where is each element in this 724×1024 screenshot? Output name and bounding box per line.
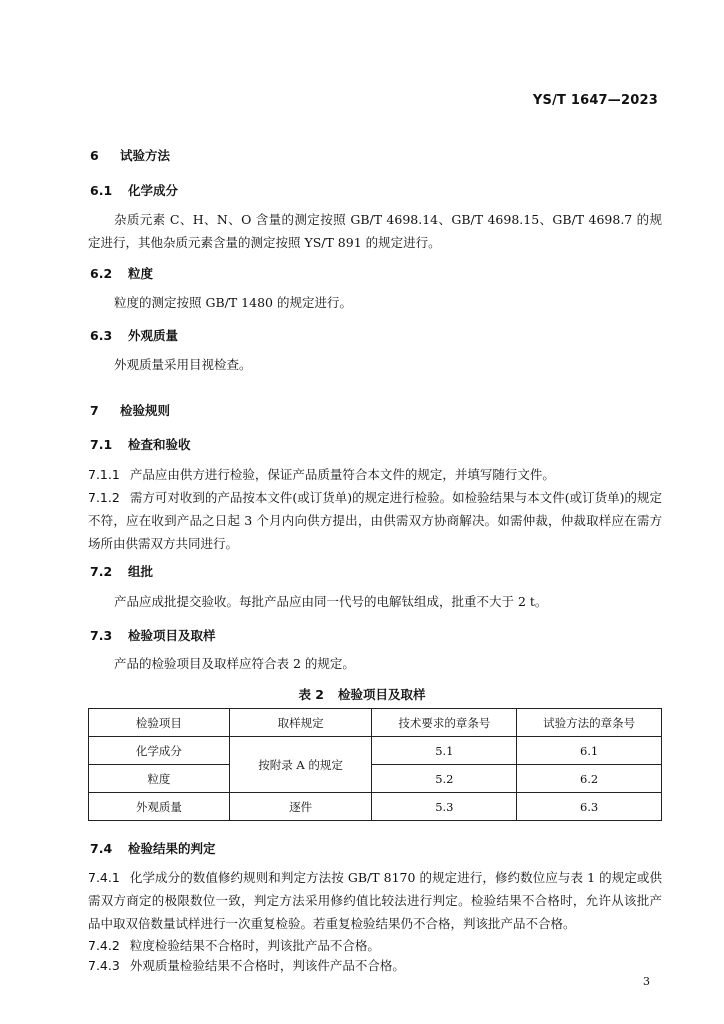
section-title: 组批 <box>128 564 154 579</box>
section-6-heading <box>90 146 170 164</box>
section-number: 7.1 <box>90 437 113 452</box>
clause-text: 粒度检验结果不合格时，判该批产品不合格。 <box>129 938 380 953</box>
section-7-heading <box>90 401 170 419</box>
inspection-items-table <box>88 708 662 821</box>
clause-number: 7.1.2 <box>88 490 120 505</box>
standard-code-header: YS/T 1647—2023 <box>532 93 658 108</box>
table-row <box>89 765 662 793</box>
section-7-3-heading <box>90 626 216 644</box>
section-6-2-text: 粒度的测定按照 GB/T 1480 的规定进行。 <box>114 295 352 310</box>
cell-requirement: 5.2 <box>372 765 517 793</box>
cell-sampling-merged: 按附录 A 的规定 <box>229 737 372 793</box>
clause-number: 7.1.1 <box>88 467 120 482</box>
clause-number: 7.4.1 <box>88 870 120 885</box>
section-7-1-heading <box>90 435 191 453</box>
cell-item: 化学成分 <box>89 737 230 765</box>
clause-7-4-1 <box>88 866 662 935</box>
cell-item: 粒度 <box>89 765 230 793</box>
column-header-method: 试验方法的章条号 <box>517 709 662 737</box>
page-number: 3 <box>643 975 650 988</box>
column-header-requirement: 技术要求的章条号 <box>372 709 517 737</box>
section-number: 6.1 <box>90 183 113 198</box>
clause-text: 外观质量检验结果不合格时，判该件产品不合格。 <box>129 958 405 973</box>
section-6-2-heading <box>90 264 153 282</box>
clause-7-1-2 <box>88 486 662 555</box>
section-title: 检验规则 <box>120 403 171 418</box>
cell-requirement: 5.1 <box>372 737 517 765</box>
section-title: 外观质量 <box>128 328 179 343</box>
clause-text: 化学成分的数值修约规则和判定方法按 GB/T 8170 的规定进行，修约数位应与表 1 的规定或供需双方商定的极限数位一致，判定方法采用修约值比较法进行判定。检验结果不合格时，允许从该批产品中取双倍数量试样进行一次重复检验。若重复检验结果仍不合格，判该批产品不合格。 <box>88 870 662 931</box>
section-title: 检查和验收 <box>128 437 191 452</box>
clause-number: 7.4.2 <box>88 938 120 953</box>
table-title: 检验项目及取样 <box>338 687 426 702</box>
column-header-item: 检验项目 <box>89 709 230 737</box>
section-title: 检验结果的判定 <box>128 841 216 856</box>
section-title: 粒度 <box>128 266 154 281</box>
section-7-2-text: 产品应成批提交验收。每批产品应由同一代号的电解钛组成，批重不大于 2 t。 <box>114 594 548 609</box>
section-7-3-text: 产品的检验项目及取样应符合表 2 的规定。 <box>114 656 355 671</box>
clause-7-4-3 <box>88 954 662 977</box>
cell-requirement: 5.3 <box>372 793 517 821</box>
column-header-sampling: 取样规定 <box>229 709 372 737</box>
table-2-caption <box>0 685 724 703</box>
section-number: 7 <box>90 403 99 418</box>
clause-7-1-1 <box>88 463 662 486</box>
section-7-2-heading <box>90 562 153 580</box>
cell-item: 外观质量 <box>89 793 230 821</box>
cell-method: 6.1 <box>517 737 662 765</box>
section-number: 6 <box>90 148 99 163</box>
section-6-1-text: 杂质元素 C、H、N、O 含量的测定按照 GB/T 4698.14、GB/T 4698.15、GB/T 4698.7 的规定进行，其他杂质元素含量的测定按照 YS/T 891 的规定进行。 <box>88 212 662 250</box>
section-number: 6.2 <box>90 266 113 281</box>
table-header-row <box>89 709 662 737</box>
section-number: 7.2 <box>90 564 113 579</box>
clause-number: 7.4.3 <box>88 958 120 973</box>
section-number: 7.4 <box>90 841 113 856</box>
table-row <box>89 737 662 765</box>
section-6-3-heading <box>90 326 178 344</box>
section-title: 检验项目及取样 <box>128 628 216 643</box>
section-7-4-heading <box>90 839 216 857</box>
section-number: 7.3 <box>90 628 113 643</box>
table-number: 表 2 <box>298 687 325 702</box>
section-6-3-text: 外观质量采用目视检查。 <box>114 357 252 372</box>
table-row <box>89 793 662 821</box>
clause-text: 产品应由供方进行检验，保证产品质量符合本文件的规定，并填写随行文件。 <box>129 467 555 482</box>
clause-text: 需方可对收到的产品按本文件(或订货单)的规定进行检验。如检验结果与本文件(或订货单)的规定不符，应在收到产品之日起 3 个月内向供方提出，由供需双方协商解决。如需仲裁，仲裁取样应在需方场所由供需双方共同进行。 <box>88 490 662 551</box>
section-6-1-heading <box>90 181 178 199</box>
cell-method: 6.2 <box>517 765 662 793</box>
section-title: 试验方法 <box>120 148 171 163</box>
cell-method: 6.3 <box>517 793 662 821</box>
section-title: 化学成分 <box>128 183 179 198</box>
section-number: 6.3 <box>90 328 113 343</box>
cell-sampling: 逐件 <box>229 793 372 821</box>
